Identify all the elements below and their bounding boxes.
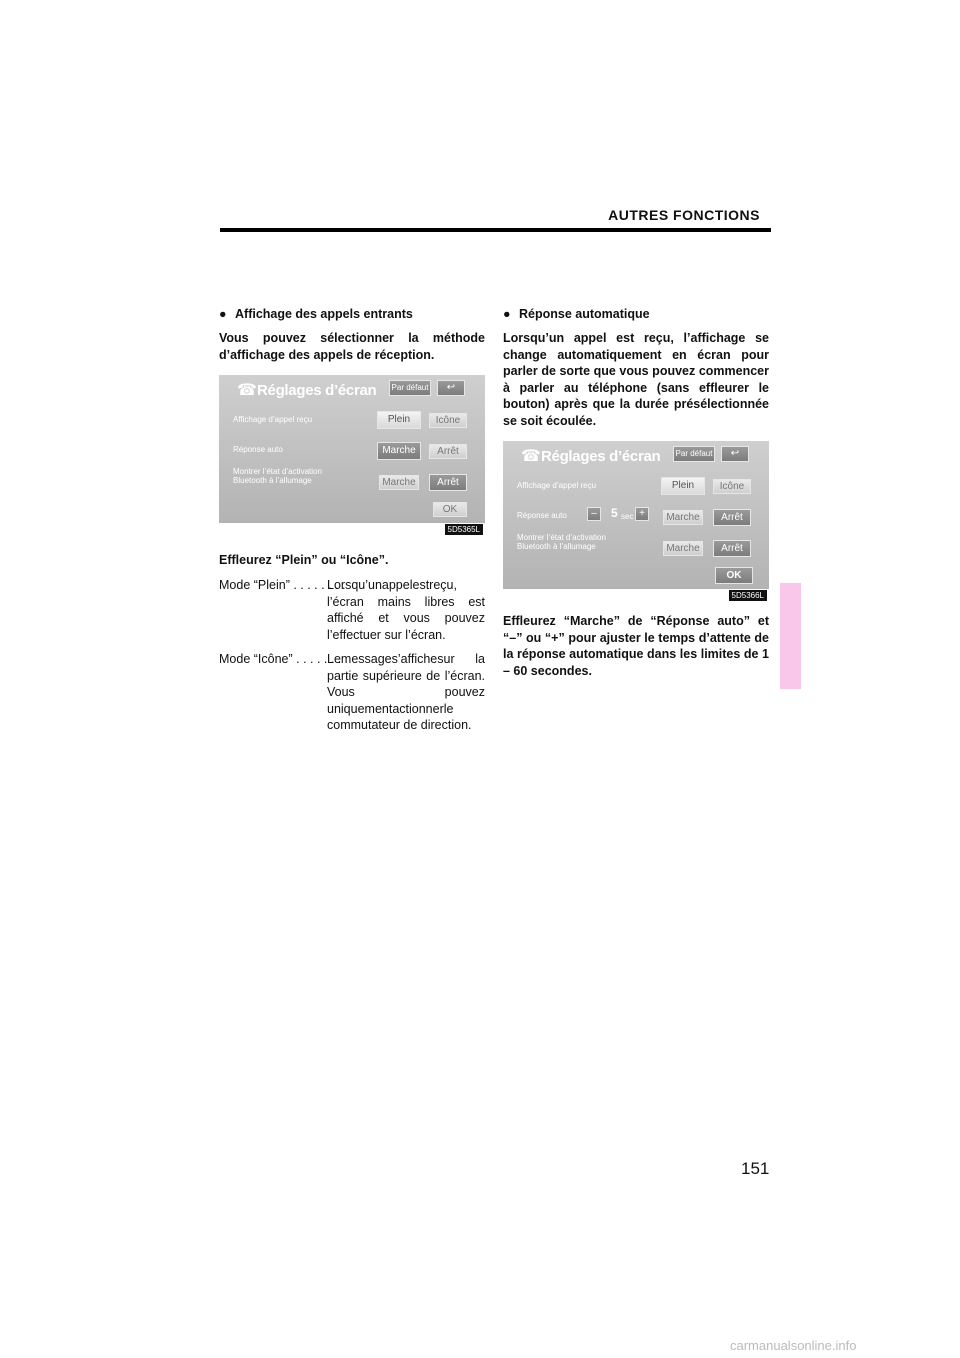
back-arrow-icon: ↩ (730, 448, 740, 459)
back-button[interactable] (721, 446, 749, 462)
right-column (503, 307, 769, 689)
section-title: AUTRES FONCTIONS (608, 207, 760, 223)
phone-icon: ☎ (521, 448, 541, 465)
back-button[interactable] (437, 380, 465, 396)
screen-illustration-full-icon (219, 375, 485, 534)
definition-desc: Lorsqu’unappelestreçu, l’écran mains libres est affiché et vous pouvez l’effectuer sur l’écran. (327, 578, 485, 642)
back-arrow-icon: ↩ (446, 382, 456, 393)
definition-term: Mode “Icône” . . . . . . . (219, 652, 342, 666)
marche-button[interactable]: Marche (663, 510, 703, 525)
right-heading: ● Réponse automatique (503, 307, 650, 321)
row3-label: Montrer l’état d’activation Bluetooth à l’allumage (517, 533, 606, 551)
row1-label: Affichage d’appel reçu (233, 415, 313, 424)
left-intro: Vous pouvez sélectionner la méthode d’affichage des appels de réception. (219, 331, 485, 362)
page-number: 151 (741, 1159, 770, 1178)
bullet-icon: ● (219, 307, 227, 321)
definition-desc: Lemessages’affichesur la partie supérieure de l’écran. Vous pouvez uniquementactionnerle commutateur de direction. (327, 652, 485, 732)
phone-icon: ☎ (237, 382, 257, 399)
screen-title: Réglages d’écran (257, 382, 377, 399)
icone-button[interactable]: Icône (713, 479, 751, 494)
bt-arret-button[interactable]: Arrêt (429, 474, 467, 491)
bt-marche-button[interactable]: Marche (663, 541, 703, 556)
delay-value: 5 (611, 506, 618, 520)
delay-unit: sec (621, 512, 634, 521)
definition-row (219, 651, 485, 734)
ok-button[interactable]: OK (715, 567, 753, 584)
ok-button[interactable]: OK (433, 502, 467, 517)
arret-button[interactable]: Arrêt (713, 509, 751, 526)
bt-marche-button[interactable]: Marche (379, 475, 419, 490)
header-rule (220, 228, 771, 232)
bullet-icon: ● (503, 307, 511, 321)
icone-button[interactable]: Icône (429, 413, 467, 428)
right-intro: Lorsqu’un appel est reçu, l’affichage se change automatiquement en écran pour parler de sorte que vous pouvez commencer à parler au téléphone (sans effleurer le bouton) après que la durée présélectionnée se soit écoulée. (503, 331, 769, 428)
arret-button[interactable]: Arrêt (429, 444, 467, 459)
marche-button[interactable]: Marche (377, 442, 421, 460)
left-column (219, 307, 485, 742)
row2-label: Réponse auto (517, 511, 567, 520)
figure-code: 5D5365L (445, 524, 483, 535)
plein-button[interactable]: Plein (377, 411, 421, 429)
default-button[interactable]: Par défaut (673, 446, 715, 462)
left-heading: ● Affichage des appels entrants (219, 307, 413, 321)
row1-label: Affichage d’appel reçu (517, 481, 597, 490)
plein-button[interactable]: Plein (661, 477, 705, 495)
screen-illustration-auto-answer (503, 441, 769, 600)
definition-row (219, 577, 485, 643)
watermark: carmanualsonline.info (730, 1338, 857, 1353)
definition-term: Mode “Plein” . . . . . . . . (219, 578, 346, 592)
minus-button[interactable]: – (587, 507, 601, 521)
bt-arret-button[interactable]: Arrêt (713, 540, 751, 557)
chapter-tab (780, 583, 801, 689)
right-caption: Effleurez “Marche” de “Réponse auto” et “–” ou “+” pour ajuster le temps d’attente de la réponse automatique dans les limites de 1 – 60 secondes. (503, 614, 769, 678)
row3-label: Montrer l’état d’activation Bluetooth à l’allumage (233, 467, 322, 485)
figure-code: 5D5366L (729, 590, 767, 601)
row2-label: Réponse auto (233, 445, 283, 454)
default-button[interactable]: Par défaut (389, 380, 431, 396)
screen-title: Réglages d’écran (541, 448, 661, 465)
left-caption: Effleurez “Plein” ou “Icône”. (219, 553, 389, 567)
plus-button[interactable]: + (635, 507, 649, 521)
